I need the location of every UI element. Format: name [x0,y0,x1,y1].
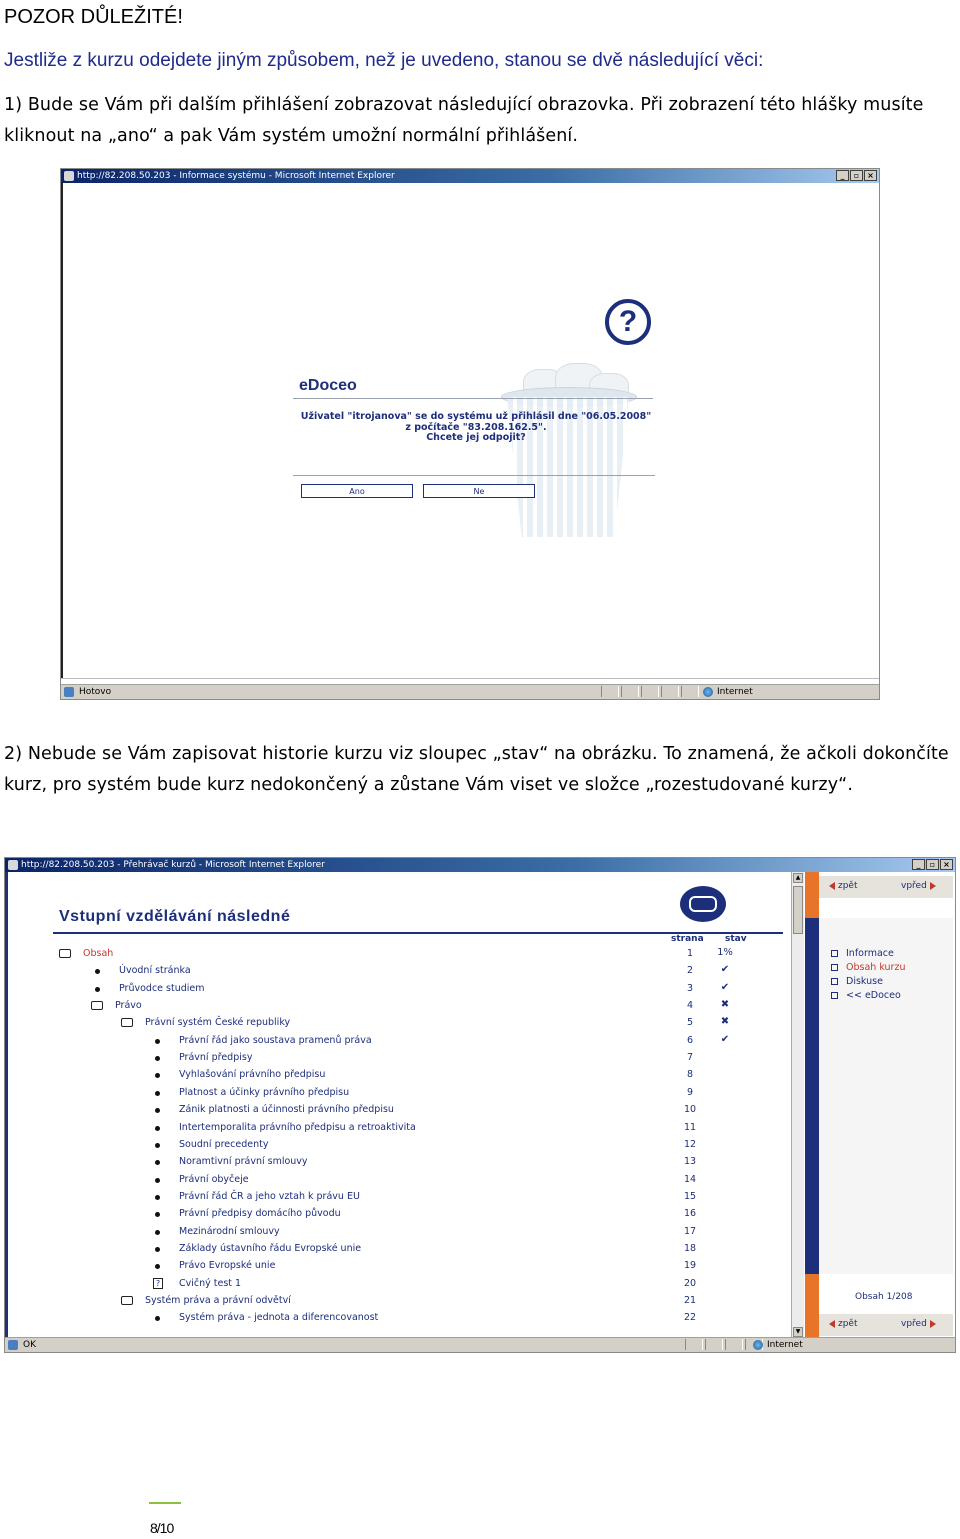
column-state-header: stav [725,934,747,944]
scrollbar[interactable] [791,872,804,1338]
outline-label: Systém práva a právní odvětví [145,1295,291,1306]
outline-row[interactable] [5,1154,765,1171]
outline-label: Platnost a účinky právního předpisu [179,1086,350,1098]
bullet-icon [155,1108,160,1113]
message-line-3: Chcete jej odpojit? [426,432,526,443]
arrow-left-icon [829,1320,835,1328]
bullet-icon [155,1073,160,1078]
outline-page-number: 7 [686,1052,694,1064]
outline-state: ✔ [720,1033,730,1045]
globe-icon [703,687,713,697]
side-menu [819,918,953,1302]
outline-label: Základy ústavního řádu Evropské unie [179,1242,362,1254]
course-title: Vstupní vzdělávání následné [59,908,291,925]
bullet-icon [155,1195,160,1200]
outline-page-number: 22 [683,1312,697,1324]
outline-page-number: 20 [683,1277,697,1289]
question-icon: ? [605,299,651,345]
bullet-icon [155,1212,160,1217]
bullet-icon [155,1316,160,1321]
outline-page-number: 18 [683,1242,697,1254]
course-player-window [4,857,956,1353]
scroll-thumb[interactable] [793,886,803,934]
arrow-right-icon [930,1320,936,1328]
outline-row[interactable] [5,1258,765,1275]
ie-icon [8,860,18,870]
outline-page-number: 4 [686,1000,694,1012]
outline-page-number: 1 [686,948,694,959]
outline-page-number: 12 [683,1138,697,1150]
bullet-icon [155,1143,160,1148]
list-icon [831,964,838,971]
close-button[interactable]: × [940,859,953,870]
book-icon [91,1001,103,1010]
outline-label: Právní předpisy domácího původu [179,1208,341,1220]
outline-label: Cvičný test 1 [179,1277,242,1289]
menu-edoceo[interactable]: << eDoceo [831,990,901,1001]
outline-page-number: 15 [683,1190,697,1202]
outline-state: ✖ [720,1016,730,1028]
outline-page-number: 21 [683,1295,697,1306]
test-icon: ? [153,1278,163,1289]
outline-row[interactable] [5,1189,765,1206]
outline-state: ✖ [720,999,730,1011]
window-titlebar [61,169,879,183]
status-zone-label: Internet [767,1340,803,1350]
outline-page-number: 13 [683,1156,697,1168]
forward-button[interactable] [901,881,936,891]
window-border [61,183,63,685]
bullet-icon [95,969,100,974]
outline-page-number: 17 [683,1225,697,1237]
forward-button-bottom[interactable]: vpřed [901,1319,936,1329]
outline-label: Vyhlašování právního předpisu [179,1069,326,1081]
outline-row[interactable] [5,1172,765,1189]
bullet-icon [155,1039,160,1044]
outline-row[interactable] [5,1050,765,1067]
outline-row[interactable] [5,1310,765,1327]
outline-page-number: 2 [686,965,694,977]
page-heading: POZOR DŮLEŽITÉ! [4,6,183,28]
outline-page-number: 9 [686,1086,694,1098]
outline-page-number: 3 [686,982,694,994]
outline-row[interactable] [5,1033,765,1050]
outline-row[interactable] [5,1067,765,1084]
outline-state: 1% [717,947,733,958]
no-button[interactable]: Ne [423,484,535,498]
outline-row[interactable] [5,981,765,998]
bullet-icon [155,1126,160,1131]
login-message [297,412,655,444]
status-zone-label: Internet [717,687,753,697]
status-bar [61,684,879,699]
outline-page-number: 11 [683,1121,697,1133]
menu-discussion[interactable]: Diskuse [831,976,883,987]
outline-label: Soudní precedenty [179,1138,269,1150]
outline-row[interactable] [5,1015,765,1032]
bullet-icon [155,1230,160,1235]
outline-label: Právní řád jako soustava pramenů práva [179,1034,372,1046]
nav-bottom [819,1314,953,1336]
menu-content[interactable]: Obsah kurzu [831,962,905,973]
status-text: OK [23,1340,36,1350]
login-conflict-window [60,168,880,700]
outline-label: Právní řád ČR a jeho vztah k právu EU [179,1190,360,1202]
status-zone [703,685,753,699]
nav-top [819,876,953,898]
outline-label: Právo Evropské unie [179,1260,276,1272]
outline-row[interactable] [5,963,765,980]
page-icon [64,687,74,697]
outline-row[interactable] [5,1224,765,1241]
book-logo-icon [680,886,726,922]
bullet-icon [155,1160,160,1165]
menu-info[interactable]: Informace [831,948,894,959]
minimize-button[interactable]: _ [912,859,925,870]
outline-row[interactable] [5,1241,765,1258]
divider-bottom [293,475,655,476]
outline-label: Právní předpisy [179,1052,253,1064]
yes-button[interactable]: Ano [301,484,413,498]
back-button[interactable] [829,881,858,891]
edoceo-logo: eDoceo [299,377,357,394]
outline-row[interactable] [5,998,765,1015]
outline-row[interactable] [5,1120,765,1137]
page-icon [8,1340,18,1350]
paragraph-1: 1) Bude se Vám při dalším přihlášení zobrazovat následující obrazovka. Při zobrazení této hlášky musíte kliknout na „ano“ a pak Vám systém umožní normální přihlášení. [4,95,924,146]
info-icon [831,950,838,957]
bullet-icon [95,987,100,992]
book-icon [59,949,71,958]
outline-row[interactable] [5,946,765,963]
outline-page-number: 5 [686,1017,694,1029]
arrow-right-icon [930,882,936,890]
back-label: zpět [838,881,858,891]
column-page-header: strana [671,934,704,944]
status-text: Hotovo [79,687,112,697]
outline-label: Zánik platnosti a účinnosti právního předpisu [179,1104,394,1116]
maximize-button[interactable]: ▫ [850,170,863,181]
outline-page-number: 19 [683,1260,697,1272]
divider-top [293,398,653,399]
wastebasket-icon [493,369,643,539]
status-zone [753,1338,803,1352]
outline-label: Průvodce studiem [119,982,205,994]
outline-label: Obsah [83,948,114,959]
outline-state: ✔ [720,981,730,993]
minimize-button[interactable]: _ [836,170,849,181]
maximize-button[interactable]: ▫ [926,859,939,870]
book-icon [121,1296,133,1305]
outline-label: Noramtivní právní smlouvy [179,1156,308,1168]
outline-row[interactable] [5,1102,765,1119]
scroll-down-arrow-icon[interactable]: ▼ [793,1327,803,1337]
status-bar [5,1337,955,1352]
paragraph-2: 2) Nebude se Vám zapisovat historie kurzu viz sloupec „stav“ na obrázku. To znamená, že ačkoli dokončíte kurz, pro systém bude kurz nedokončený a zůstane Vám viset ve složce „rozestudované kurzy“. [4,744,949,795]
chat-icon [831,978,838,985]
outline-label: Právní obyčeje [179,1173,249,1185]
outline-state: ✔ [720,964,730,976]
outline-label: Právo [115,1000,142,1012]
message-line-1: Uživatel "itrojanova" se do systému už přihlásil dne "06.05.2008" [300,411,652,422]
ie-icon [64,171,74,181]
content-count: Obsah 1/208 [855,1292,913,1302]
outline-page-number: 16 [683,1208,697,1220]
exit-icon [831,992,838,999]
window-title: http://82.208.50.203 - Informace systému - Microsoft Internet Explorer [77,171,395,181]
bullet-icon [155,1091,160,1096]
outline-page-number: 14 [683,1173,697,1185]
bullet-icon [155,1264,160,1269]
outline-row[interactable] [5,1085,765,1102]
outline-label: Intertemporalita právního předpisu a retroaktivita [179,1121,416,1133]
outline-row[interactable] [5,1137,765,1154]
bullet-icon [155,1247,160,1252]
bullet-icon [155,1178,160,1183]
back-button-bottom[interactable]: zpět [829,1319,858,1329]
page-number: 8/10 [150,1520,174,1536]
window-title: http://82.208.50.203 - Přehrávač kurzů - Microsoft Internet Explorer [21,860,325,870]
outline-page-number: 6 [686,1034,694,1046]
side-panel [805,872,953,1338]
window-titlebar [5,858,955,872]
footer-rule [149,1502,181,1504]
globe-icon [753,1340,763,1350]
outline-label: Systém práva - jednota a diferencovanost [179,1312,379,1324]
outline-page-number: 8 [686,1069,694,1081]
arrow-left-icon [829,882,835,890]
book-icon [121,1018,133,1027]
outline-row[interactable] [5,1293,765,1310]
outline-label: Mezinárodní smlouvy [179,1225,280,1237]
outline-label: Právní systém České republiky [145,1017,291,1029]
outline-label: Úvodní stránka [119,965,191,977]
close-button[interactable]: × [864,170,877,181]
outline-row[interactable] [5,1206,765,1223]
page-subheading: Jestliže z kurzu odejdete jiným způsobem, než je uvedeno, stanou se dvě následující věci: [4,50,764,71]
message-line-2: z počítače "83.208.162.5". [405,421,547,433]
forward-label: vpřed [901,881,927,891]
scroll-up-arrow-icon[interactable]: ▲ [793,873,803,883]
outline-page-number: 10 [683,1104,697,1116]
bullet-icon [155,1056,160,1061]
outline-row[interactable] [5,1276,765,1293]
